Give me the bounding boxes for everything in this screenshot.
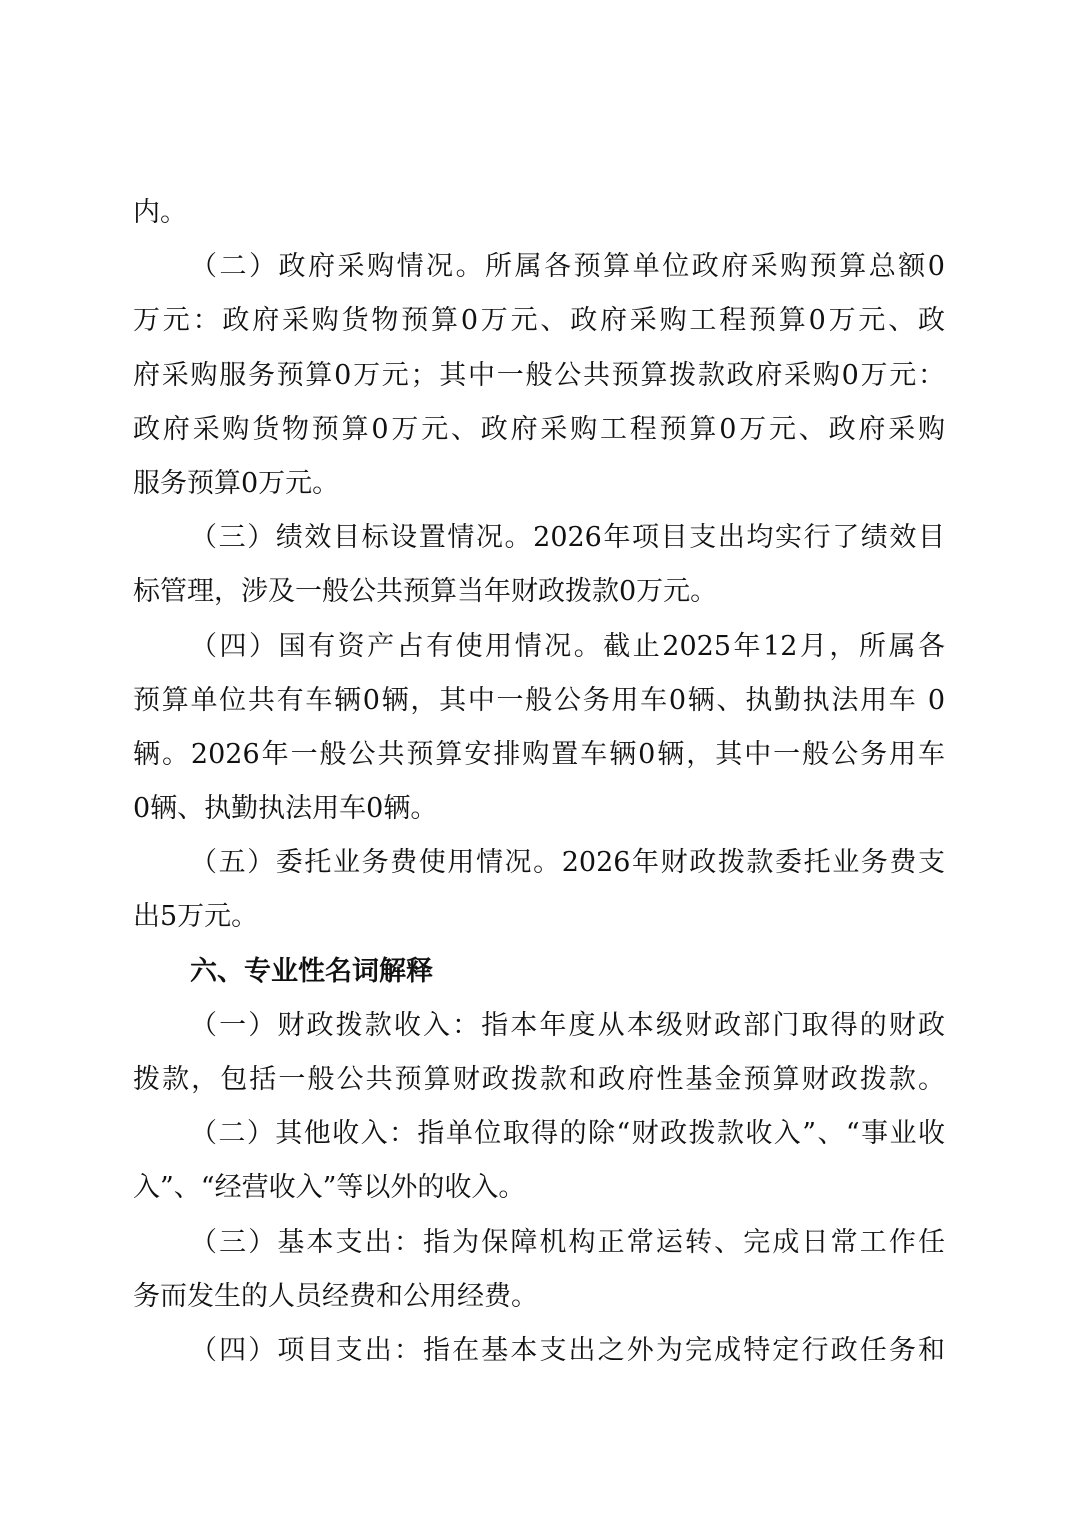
text-line: 入”、“经营收入”等以外的收入。 bbox=[133, 1172, 526, 1204]
text-line: 务而发生的人员经费和公用经费。 bbox=[133, 1280, 538, 1312]
paragraph-assets: （四）国有资产占有使用情况。截止2025年12月，所属各 bbox=[190, 630, 945, 662]
text-line: 预算单位共有车辆0辆，其中一般公务用车0辆、执勤执法用车 0 bbox=[133, 684, 945, 716]
text-line: 辆。2026年一般公共预算安排购置车辆0辆，其中一般公务用车 bbox=[133, 738, 945, 770]
text-line: 政府采购货物预算0万元、政府采购工程预算0万元、政府采购 bbox=[133, 413, 945, 445]
paragraph-fiscal-income: （一）财政拨款收入：指本年度从本级财政部门取得的财政 bbox=[190, 1009, 945, 1041]
paragraph-entrusted-fees: （五）委托业务费使用情况。2026年财政拨款委托业务费支 bbox=[190, 847, 945, 879]
paragraph-procurement: （二）政府采购情况。所属各预算单位政府采购预算总额0 bbox=[190, 251, 945, 283]
text-line: 出5万元。 bbox=[133, 901, 259, 933]
paragraph-performance: （三）绩效目标设置情况。2026年项目支出均实行了绩效目 bbox=[190, 522, 945, 554]
text-line: 拨款，包括一般公共预算财政拨款和政府性基金预算财政拨款。 bbox=[133, 1064, 945, 1095]
text-line: 服务预算0万元。 bbox=[133, 467, 340, 499]
text-line: 府采购服务预算0万元；其中一般公共预算拨款政府采购0万元： bbox=[133, 359, 945, 391]
text-line: 万元：政府采购货物预算0万元、政府采购工程预算0万元、政 bbox=[133, 305, 945, 337]
section-heading: 六、专业性名词解释 bbox=[190, 955, 433, 987]
paragraph-project-expenditure: （四）项目支出：指在基本支出之外为完成特定行政任务和 bbox=[190, 1334, 945, 1366]
paragraph-other-income: （二）其他收入：指单位取得的除“财政拨款收入”、“事业收 bbox=[190, 1118, 945, 1150]
text-line: 标管理，涉及一般公共预算当年财政拨款0万元。 bbox=[133, 576, 718, 608]
paragraph-basic-expenditure: （三）基本支出：指为保障机构正常运转、完成日常工作任 bbox=[190, 1226, 945, 1258]
text-line: 0辆、执勤执法用车0辆。 bbox=[133, 793, 438, 825]
text-line: 内。 bbox=[133, 197, 187, 228]
document-page bbox=[133, 186, 945, 1378]
